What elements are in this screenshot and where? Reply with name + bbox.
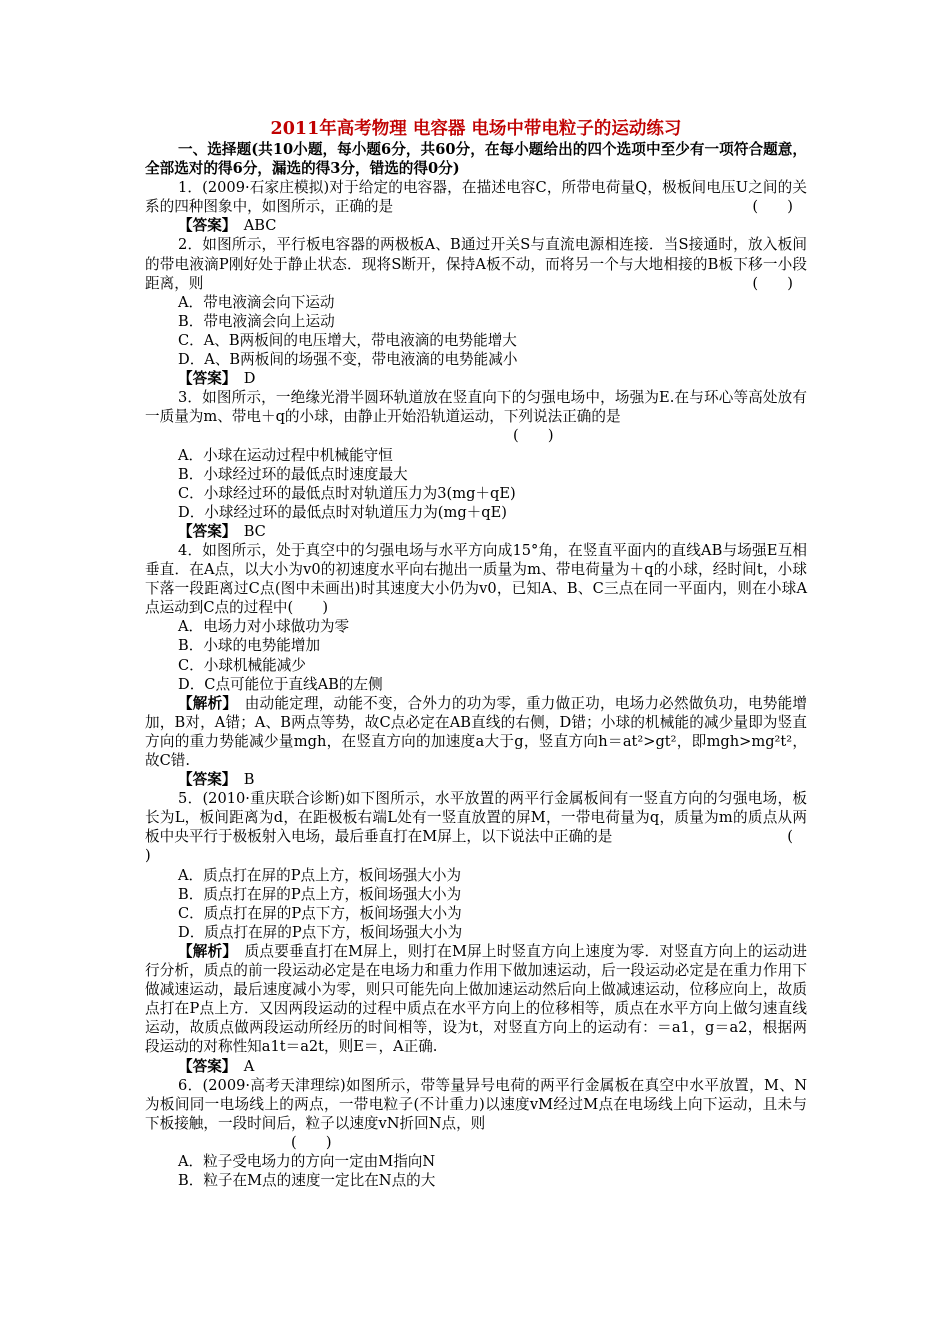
option-c: C．小球经过环的最低点时对轨道压力为3(mg＋qE) xyxy=(178,484,516,502)
option-d: D．A、B两板间的场强不变，带电液滴的电势能减小 xyxy=(178,351,518,369)
answer-label: 【答案】 xyxy=(178,522,230,540)
analysis-text: 由动能定理，动能不变，合外力的功为零，重力做正功，电场力必然做负功，电势能增加，B对，A错；A、B两点等势，故C点必定在AB直线的右侧，D错；小球的机械能的减少量即为竖直方向的重力势能减少量mgh，在竖直方向的加速度a大于g，竖直方向h＝at²>gt²，即mgh>mg²t²，故C错. xyxy=(145,694,807,769)
document-page xyxy=(145,118,807,1190)
answer-blank: ( ) xyxy=(513,427,554,445)
option-b: B．小球的电势能增加 xyxy=(178,637,321,655)
answer-blank-open: ( xyxy=(787,828,793,846)
option-a: A．质点打在屏的P点上方，板间场强大小为 xyxy=(178,866,462,884)
answer-blank: ( ) xyxy=(752,198,793,216)
option-c: C．A、B两板间的电压增大，带电液滴的电势能增大 xyxy=(178,331,517,349)
answer-blank: ( ) xyxy=(752,274,793,292)
option-a: A．电场力对小球做功为零 xyxy=(178,618,350,636)
question-stem: 3．如图所示，一绝缘光滑半圆环轨道放在竖直向下的匀强电场中，场强为E.在与环心等高处放有一质量为m、带电＋q的小球，由静止开始沿轨道运动，下列说法正确的是 xyxy=(145,389,807,426)
answer-label: 【答案】 xyxy=(178,1057,230,1075)
option-a: A．粒子受电场力的方向一定由M指向N xyxy=(178,1152,436,1170)
answer-line xyxy=(145,216,807,235)
question-stem: 5．(2010·重庆联合诊断)如下图所示，水平放置的两平行金属板间有一竖直方向的匀强电场，板长为L，板间距离为d，在距极板右端L处有一竖直放置的屏M，一带电荷量为q，质量为m的质点从两板中央平行于极板射入电场，最后垂直打在M屏上，以下说法中正确的是 xyxy=(145,790,807,846)
answer-value: D xyxy=(243,370,256,388)
analysis-label: 【解析】 xyxy=(178,694,230,712)
option-d: D．小球经过环的最低点时对轨道压力为(mg＋qE) xyxy=(178,503,507,521)
answer-label: 【答案】 xyxy=(178,370,230,388)
analysis xyxy=(145,694,807,770)
option-b: B．带电液滴会向上运动 xyxy=(178,312,335,330)
answer-label: 【答案】 xyxy=(178,217,230,235)
answer-line xyxy=(145,369,807,388)
answer-blank-close: ) xyxy=(145,847,151,865)
answer-line xyxy=(145,770,807,789)
question-3 xyxy=(145,388,807,541)
question-stem: 6．(2009·高考天津理综)如图所示，带等量异号电荷的两平行金属板在真空中水平放置，M、N为板间同一电场线上的两点，一带电粒子(不计重力)以速度vM经过M点在电场线上向下运动，且未与下板接触，一段时间后，粒子以速度vN折回N点，则 xyxy=(145,1076,807,1132)
answer-line xyxy=(145,1057,807,1076)
option-c: C．质点打在屏的P点下方，板间场强大小为 xyxy=(178,904,462,922)
question-4 xyxy=(145,541,807,789)
option-c: C．小球机械能减少 xyxy=(178,656,306,674)
answer-value: B xyxy=(243,771,255,789)
question-2 xyxy=(145,235,807,388)
answer-value: BC xyxy=(243,522,266,540)
question-stem: 1．(2009·石家庄模拟)对于给定的电容器，在描述电容C，所带电荷量Q，极板间电压U之间的关系的四种图象中，如图所示，正确的是 xyxy=(145,179,807,216)
question-stem: 4．如图所示，处于真空中的匀强电场与水平方向成15°角，在竖直平面内的直线AB与场强E互相垂直．在A点，以大小为v0的初速度水平向右抛出一质量为m、带电荷量为＋q的小球，经时间t，小球下落一段距离过C点(图中未画出)时其速度大小仍为v0，已知A、B、C三点在同一平面内，则在小球A点运动到C点的过程中( ) xyxy=(145,541,807,617)
analysis xyxy=(145,942,807,1057)
option-d: D．质点打在屏的P点下方，板间场强大小为 xyxy=(178,923,463,941)
option-d: D．C点可能位于直线AB的左侧 xyxy=(178,675,383,693)
answer-blank: ( ) xyxy=(291,1133,332,1151)
question-5 xyxy=(145,789,807,1075)
analysis-label: 【解析】 xyxy=(178,942,230,960)
answer-line xyxy=(145,522,807,541)
answer-value: A xyxy=(243,1057,255,1075)
section-intro: 一、选择题(共10小题，每小题6分，共60分，在每小题给出的四个选项中至少有一项符合题意，全部选对的得6分，漏选的得3分，错选的得0分) xyxy=(145,141,807,178)
option-b: B．质点打在屏的P点上方，板间场强大小为 xyxy=(178,885,462,903)
question-1 xyxy=(145,178,807,235)
option-b: B．粒子在M点的速度一定比在N点的大 xyxy=(178,1172,436,1190)
analysis-text: 质点要垂直打在M屏上，则打在M屏上时竖直方向上速度为零．对竖直方向上的运动进行分析，质点的前一段运动必定是在电场力和重力作用下做加速运动，后一段运动必定是在重力作用下做减速运动，最后速度减小为零，则只可能先向上做加速运动然后向上做减速运动，位移应向上，故质点打在P点上方．又因两段运动的过程中质点在水平方向上的位移相等，质点在水平方向上做匀速直线运动，故质点做两段运动所经历的时间相等，设为t，对竖直方向上的运动有：＝a1，g＝a2，根据两段运动的对称性知a1t＝a2t，则E＝，A正确. xyxy=(145,942,807,1056)
option-a: A．小球在运动过程中机械能守恒 xyxy=(178,446,393,464)
question-6 xyxy=(145,1076,807,1191)
answer-label: 【答案】 xyxy=(178,771,230,789)
question-stem: 2．如图所示，平行板电容器的两极板A、B通过开关S与直流电源相连接．当S接通时，放入板间的带电液滴P刚好处于静止状态．现将S断开，保持A板不动，而将另一个与大地相接的B板下移一小段距离，则 xyxy=(145,236,807,292)
option-b: B．小球经过环的最低点时速度最大 xyxy=(178,465,408,483)
option-a: A．带电液滴会向下运动 xyxy=(178,293,335,311)
answer-value: ABC xyxy=(243,217,277,235)
document-title: 2011年高考物理 电容器 电场中带电粒子的运动练习 xyxy=(270,119,682,139)
